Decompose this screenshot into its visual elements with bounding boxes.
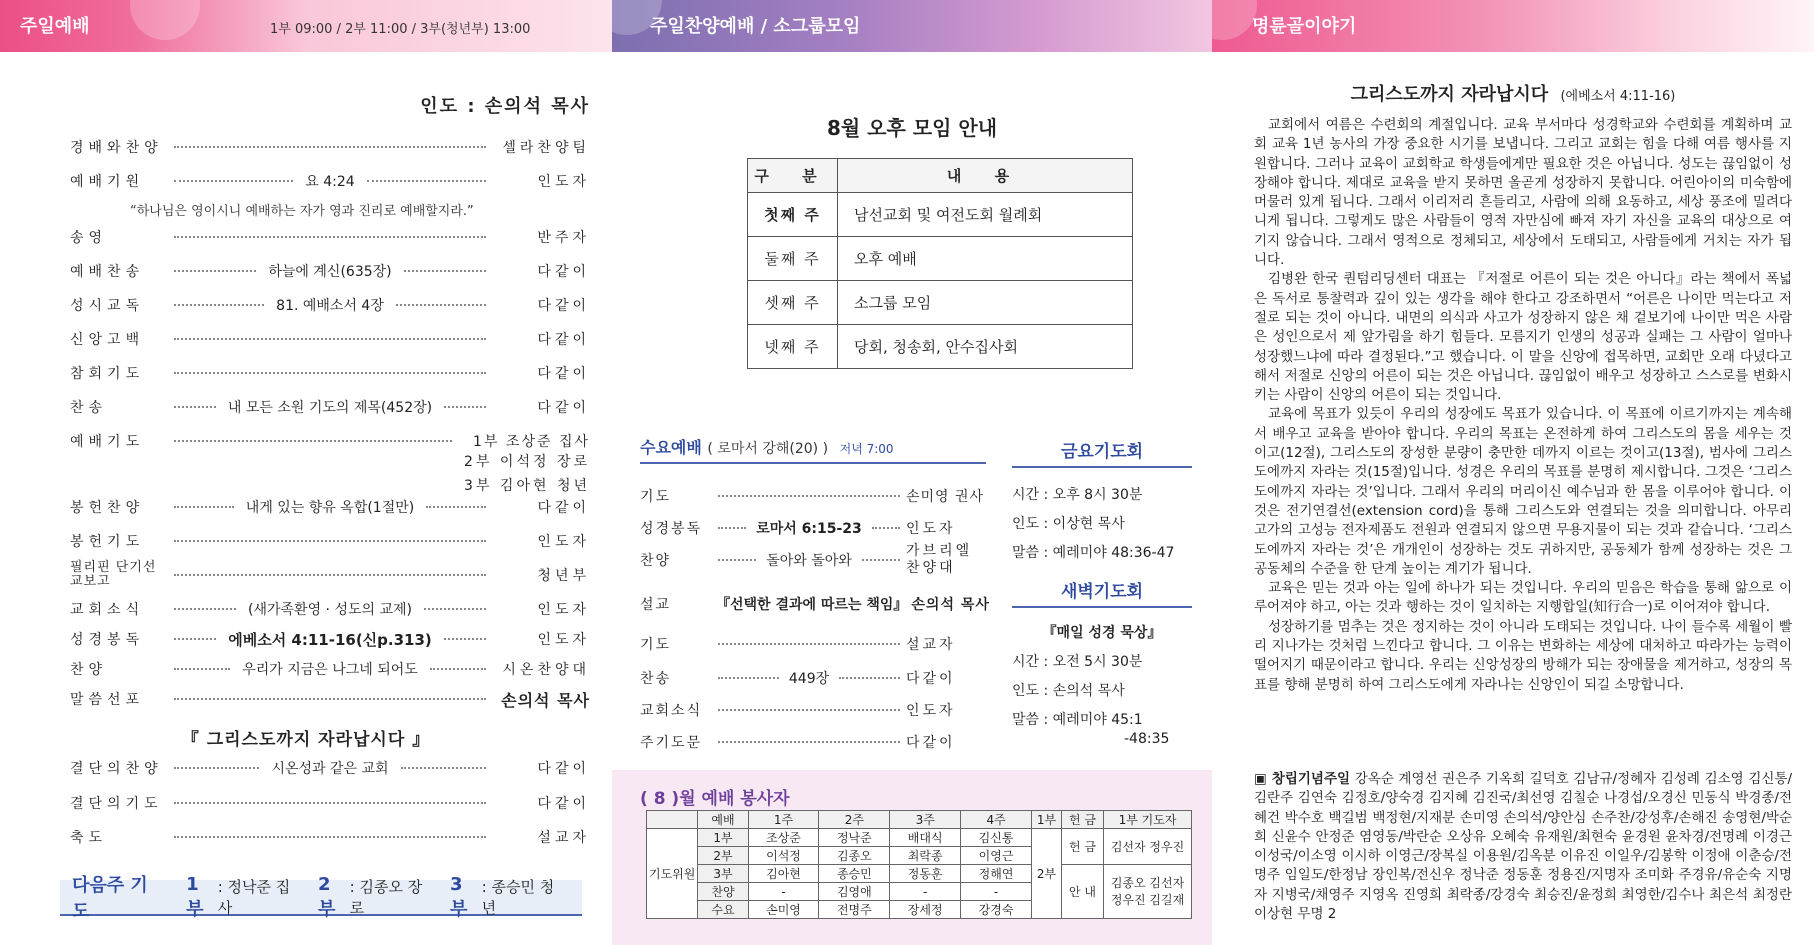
dot-leader: [718, 527, 746, 529]
vol-group-label: 기도위원: [647, 829, 698, 919]
meeting-row: [748, 325, 1133, 369]
story-column: [1212, 0, 1814, 945]
order-person: 인도자: [537, 534, 590, 550]
dot-leader: [404, 270, 486, 272]
wednesday-row: [640, 728, 986, 756]
flower-decoration-icon: [1212, 0, 1257, 40]
vol-cell: 수요: [698, 901, 748, 919]
next-1st-key: 1부: [186, 873, 204, 920]
order-row: [70, 596, 590, 622]
vol-head: 예배: [698, 811, 748, 829]
story-paragraph: 교육은 믿는 것과 아는 일에 하나가 되는 것입니다. 우리의 믿음은 학습을 통해 앎으로 이루어져야 하고, 아는 것과 행하는 것이 일치하는 지행합일(知行合一)로 이어져야 합니다.: [1254, 580, 1792, 616]
dot-leader: [174, 836, 486, 838]
dot-leader: [862, 559, 900, 561]
order-detail: (새가족환영 · 성도의 교제): [248, 602, 412, 618]
order-person: 셀라찬양팀: [502, 140, 590, 156]
wednesday-label: 기도: [640, 489, 672, 505]
dot-leader: [424, 608, 486, 610]
vol-cell: 3부: [698, 865, 748, 883]
dot-leader: [174, 270, 256, 272]
wednesday-row: [640, 482, 986, 510]
dot-leader: [718, 559, 756, 561]
wednesday-label: 기도: [640, 637, 672, 653]
next-2nd-key: 2부: [318, 873, 336, 920]
meeting-head-content: 내 용: [838, 159, 1133, 193]
vol-head: 2주: [819, 811, 890, 829]
story-section-title: 명륜골이야기: [1252, 16, 1357, 37]
vol-cell: 2부: [698, 847, 748, 865]
wednesday-person-line: 가브리엘: [906, 543, 973, 559]
vol-offering-names: 김선자 정우진: [1104, 829, 1192, 865]
vol-cell: 김신통: [961, 829, 1032, 847]
dot-leader: [174, 236, 486, 238]
wednesday-label: 찬송: [640, 671, 672, 687]
vol-cell: 장세정: [890, 901, 961, 919]
sunday-worship-column: [0, 0, 612, 945]
dot-leader: [174, 698, 486, 700]
order-label: 결단의찬양: [70, 761, 163, 777]
dot-leader: [718, 495, 900, 497]
vol-offering-label: 헌 금: [1062, 829, 1104, 865]
wednesday-label: 교회소식: [640, 703, 703, 719]
story-title: 그리스도까지 자라납시다: [1350, 84, 1549, 105]
wednesday-detail: 『선택한 결과에 따르는 책임』: [716, 597, 908, 613]
volunteers-row: [647, 829, 1192, 847]
order-person: 다같이: [537, 761, 590, 777]
friday-leader: 인도 : 이상현 목사: [1012, 516, 1125, 532]
order-person: 인도자: [537, 174, 591, 190]
meeting-table-head: [748, 159, 1133, 193]
evening-worship-title: 주일찬양예배 / 소그룹모임: [650, 16, 861, 37]
order-person: 설교자: [537, 830, 590, 846]
wednesday-person: 인도자: [906, 703, 956, 719]
vol-head: 4주: [961, 811, 1032, 829]
story-paragraph: 성장하기를 멈추는 것은 정지하는 것이 아니라 도태되는 것입니다. 나이 들수록 세월이 빨리 지나가는 것처럼 느낀다고 합니다. 그 이유는 변화하는 세상에 대처하고 따라가는 능력이 떨어지기 때문이라고 합니다. 우리는 신앙성장의 방해가 되는 장애물을 제거하고, 성장의 목표를 향해 분명히 하여 그리스도에게 자라나는 신앙인이 되길 소망합니다.: [1254, 618, 1792, 693]
order-row: [70, 134, 590, 160]
order-label: 봉헌찬양: [70, 500, 145, 516]
dawn-leader: 인도 : 손의석 목사: [1012, 683, 1125, 699]
order-row: [70, 168, 590, 194]
volunteers-head-row: [647, 811, 1192, 829]
vol-guide-label: 안 내: [1062, 865, 1104, 919]
vol-cell: 전명주: [819, 901, 890, 919]
order-label: 신앙고백: [70, 332, 145, 348]
story-paragraph: 김병완 한국 퀀텀리딩센터 대표는 『저절로 어른이 되는 것은 아니다』라는 책에서 폭넓은 독서로 통찰력과 깊이 있는 생각을 해야 한다고 강조하면서 “어른은 나이만 먹는다고 저절로 되는 것이 아니다. 내면의 의식과 사고가 성장하지 않은 채 겉보기에 나이만 먹은 사람은 성인으로서 제 앞가림을 하기 힘들다. 모름지기 인생의 성공과 실패는 그 사람이 얼마나 성장했느냐에 따라 결정된다.”고 했습니다. 이 말을 신앙에 접목하면, 교회만 오래 다녔다고 해서 저절로 신앙의 어른이 되는 것은 아닙니다. 끊임없이 배우고 성장하고 스스로를 변화시키는 사람이 신앙의 어른이 되는 것입니다.: [1254, 271, 1792, 404]
story-body: [1254, 116, 1792, 695]
order-label: 성경봉독: [70, 632, 145, 648]
order-person: 손의석 목사: [501, 690, 590, 710]
order-row: [70, 224, 590, 250]
volunteers-section: [612, 770, 1212, 945]
prayer-2nd-service: 2부 이석정 장로: [464, 454, 590, 470]
vol-head: 1주: [748, 811, 819, 829]
dot-leader: [174, 304, 264, 306]
meeting-content: 남선교회 및 여전도회 월례회: [838, 193, 1133, 237]
dot-leader: [872, 527, 900, 529]
vol-cell: -: [748, 883, 819, 901]
order-person: 1부 조상준 집사: [473, 434, 590, 450]
vol-guide-names: [1104, 865, 1192, 919]
meeting-week: 둘째 주: [748, 237, 838, 281]
meeting-content: 소그룹 모임: [838, 281, 1133, 325]
vol-cell: 배대식: [890, 829, 961, 847]
order-detail: 하늘에 계신(635장): [268, 264, 392, 280]
order-row: [70, 494, 590, 520]
wednesday-label: 성경봉독: [640, 521, 703, 537]
dot-leader: [174, 574, 486, 576]
meeting-content: 당회, 청송회, 안수집사회: [838, 325, 1133, 369]
order-detail: 81. 예배소서 4장: [276, 298, 384, 314]
dot-leader: [174, 180, 293, 182]
order-label: 성시교독: [70, 298, 145, 314]
dot-leader: [174, 372, 486, 374]
wednesday-row: [640, 590, 990, 618]
vol-cell: 손미영: [748, 901, 819, 919]
vol-cell: 조상준: [748, 829, 819, 847]
vol-cell: 정낙준: [819, 829, 890, 847]
order-detail: 에베소서 4:11-16(신p.313): [228, 630, 432, 649]
sunday-worship-header: [0, 0, 612, 52]
vol-side-num: 2부: [1032, 829, 1062, 919]
friday-word: 말씀 : 예레미야 48:36-47: [1012, 545, 1175, 561]
wednesday-person: 손미영 권사: [906, 489, 985, 505]
dot-leader: [718, 709, 900, 711]
vol-side-head1: 헌 금: [1062, 811, 1104, 829]
vol-cell: 김종오: [819, 847, 890, 865]
wednesday-row: [640, 543, 986, 576]
story-paragraph: 교회에서 여름은 수련회의 계절입니다. 교육 부서마다 성경학교와 수련회를 계획하며 교회 교육 1년 농사의 가장 중요한 시기를 보냅니다. 그리고 교회는 힘을 다해 여름 행사를 지원합니다. 그러나 교육이 교회학교 학생들에게만 필요한 것은 아닙니다. 성도는 끊임없이 성장해야 합니다. 제대로 교육을 받지 못하면 올곧게 성장하지 못합니다. 어린아이의 미숙함에 머물러 있게 됩니다. 그래서 이리저리 흔들리고, 사람에 의해 요동하고, 세상 풍조에 밀려다니게 됩니다. 그렇게도 많은 사람들이 영적 자만심에 빠져 자기 자신을 교육의 대상으로 여기지 않습니다. 그래서 영적으로 정체되고, 세상에서 도태되고, 사람들에게 거치는 자가 됩니다.: [1254, 117, 1792, 269]
next-3rd-key: 3부: [450, 873, 468, 920]
memorial-lead: ▣ 창립기념주일: [1254, 771, 1351, 787]
volunteers-table: [646, 810, 1192, 919]
wednesday-person: 다같이: [906, 671, 956, 687]
order-row: [70, 755, 590, 781]
order-person: 시온찬양대: [502, 662, 591, 678]
vol-cell: -: [890, 883, 961, 901]
vol-guide-names-2: 정우진 김길재: [1110, 892, 1185, 907]
meeting-table: [747, 158, 1133, 369]
vol-cell: 1부: [698, 829, 748, 847]
dawn-prayer-box: [1012, 577, 1192, 747]
dot-leader: [367, 180, 486, 182]
dawn-theme: 『매일 성경 묵상』: [1042, 625, 1162, 641]
dawn-title: 새벽기도회: [1012, 577, 1192, 608]
vol-cell: 정동훈: [890, 865, 961, 883]
vol-cell: 이영근: [961, 847, 1032, 865]
order-row: [70, 394, 590, 420]
vol-guide-names-1: 김종오 김선자: [1110, 875, 1185, 890]
vol-cell: 강경숙: [961, 901, 1032, 919]
order-label: 송영: [70, 230, 108, 246]
meeting-row: [748, 237, 1133, 281]
order-label: 축도: [70, 830, 108, 846]
order-row: [70, 528, 590, 554]
order-person: 인도자: [537, 632, 591, 648]
dot-leader: [718, 741, 900, 743]
wednesday-detail: 449장: [788, 671, 830, 687]
next-week-prayer-bar: [60, 873, 582, 922]
wednesday-title: 수요예배: [640, 438, 702, 457]
wednesday-label: 설교: [640, 597, 672, 613]
meeting-week: 넷째 주: [748, 325, 838, 369]
order-person: 반주자: [537, 230, 590, 246]
order-row: [70, 686, 590, 712]
dot-leader: [174, 146, 486, 148]
order-person: 다같이: [537, 796, 590, 812]
evening-worship-column: [612, 0, 1212, 945]
order-row: [70, 824, 590, 850]
vol-cell: 정해연: [961, 865, 1032, 883]
memorial-offering-list: [1254, 770, 1792, 924]
story-paragraph: 교육에 목표가 있듯이 우리의 성장에도 목표가 있습니다. 이 목표에 이르기까지는 계속해서 배우고 교육을 받아야 합니다. 우리의 목표는 온전하게 하여 그리스도의 몸을 세우는 것이고(12절), 그리스도의 장성한 분량이 충만한 데까지 이르는 것이고(13절), 범사에 그리스도에까지 자라는 것(15절)입니다. 성경은 우리의 목표를 분명히 제시합니다. 그것은 ‘그리스도에까지 자라는 것’입니다. 그래서 우리의 머리이신 예수님과 한 몸을 이루어야 합니다. 이것은 전기연결선(extension cord)을 통해 그리스도와 연결되는 것을 의미합니다. 아무리 고가의 고성능 전자제품도 전원과 연결되지 않으면 무용지물이 되는 것과 같습니다. ‘그리스도에까지 자라는 것’은 개개인이 성장하는 것도 귀하지만, 공동체가 함께 성장하는 것은 그 공동체의 수준을 한 단계 높이는 계기가 됩니다.: [1254, 406, 1792, 577]
order-person: 다같이: [537, 298, 591, 314]
order-detail: 시온성과 같은 교회: [271, 761, 389, 777]
evening-worship-header: [612, 0, 1212, 52]
wednesday-label: 찬양: [640, 553, 672, 569]
story-header: [1212, 0, 1814, 52]
dot-leader: [174, 440, 452, 442]
meeting-content: 오후 예배: [838, 237, 1133, 281]
order-label: 교회소식: [70, 602, 145, 618]
wednesday-row: [640, 664, 986, 692]
vol-cell: 찬양: [698, 883, 748, 901]
wednesday-person: 설교자: [906, 637, 956, 653]
dot-leader: [401, 767, 486, 769]
order-row: [70, 562, 590, 588]
order-label: 예배기원: [70, 174, 145, 190]
order-row: [70, 626, 590, 652]
wednesday-person: 손의석 목사: [911, 597, 990, 613]
order-label: 봉헌기도: [70, 534, 145, 550]
order-label: 예배기도: [70, 434, 145, 450]
order-detail: 요 4:24: [305, 174, 355, 190]
order-person: 다같이: [537, 332, 590, 348]
wednesday-detail: 돌아와 돌아와: [766, 553, 852, 569]
order-label: 예배찬송: [70, 264, 145, 280]
meeting-week: 첫째 주: [748, 193, 838, 237]
friday-time: 시간 : 오후 8시 30분: [1012, 487, 1143, 503]
vol-side-head2: 1부 기도자: [1104, 811, 1192, 829]
order-label: 필리핀 단기선교보고: [70, 560, 157, 589]
dot-leader: [444, 406, 486, 408]
order-row: [70, 292, 590, 318]
dot-leader: [174, 338, 486, 340]
vol-cell: 최락종: [890, 847, 961, 865]
wednesday-time: 저녁 7:00: [839, 442, 894, 456]
meeting-guide-title: 8월 오후 모임 안내: [826, 116, 998, 140]
flower-decoration-icon: [130, 0, 200, 40]
friday-title: 금요기도회: [1012, 437, 1192, 468]
worship-leader: 인도 : 손의석 목사: [420, 96, 590, 117]
order-label: 참회기도: [70, 366, 145, 382]
order-label: 찬양: [70, 662, 108, 678]
story-reference: (에베소서 4:11-16): [1560, 89, 1676, 104]
friday-prayer-box: [1012, 437, 1192, 562]
dot-leader: [718, 677, 779, 679]
next-3rd-name: : 종승민 청년: [481, 878, 555, 917]
dawn-word-end: -48:35: [1124, 731, 1170, 747]
dot-leader: [426, 506, 486, 508]
story-title-line: [1212, 80, 1814, 106]
order-row: [70, 258, 590, 284]
sunday-worship-title: 주일예배: [20, 16, 90, 37]
wednesday-row: [640, 630, 986, 658]
order-person: 다같이: [537, 400, 590, 416]
wednesday-label: 주기도문: [640, 735, 703, 751]
dot-leader: [174, 608, 236, 610]
dot-leader: [174, 506, 234, 508]
order-row: [70, 656, 590, 682]
order-person: 청년부: [537, 568, 590, 584]
next-week-label: 다음주 기도: [72, 875, 148, 922]
meeting-row: [748, 281, 1133, 325]
order-person: 인도자: [537, 602, 590, 618]
meeting-row: [748, 193, 1133, 237]
vol-head: 3주: [890, 811, 961, 829]
order-label: 말씀선포: [70, 692, 145, 708]
dot-leader: [174, 668, 230, 670]
meeting-week: 셋째 주: [748, 281, 838, 325]
wednesday-row: [640, 696, 986, 724]
wednesday-detail: 로마서 6:15-23: [756, 521, 862, 537]
order-detail: 내게 있는 향유 옥합(1절만): [245, 500, 415, 516]
order-row: [70, 326, 590, 352]
order-label: 찬송: [70, 400, 108, 416]
wednesday-person: [906, 543, 986, 577]
meeting-head-week: 구 분: [748, 159, 838, 193]
dawn-time: 시간 : 오전 5시 30분: [1012, 654, 1143, 670]
order-person: 다같이: [537, 500, 591, 516]
wednesday-row: [640, 514, 986, 542]
dot-leader: [718, 643, 900, 645]
vol-cell: -: [961, 883, 1032, 901]
dot-leader: [444, 638, 486, 640]
dot-leader: [174, 540, 486, 542]
dot-leader: [174, 406, 216, 408]
service-times: 1부 09:00 / 2부 11:00 / 3부(청년부) 13:00: [270, 22, 531, 37]
wednesday-scripture: ( 로마서 강해(20) ): [707, 441, 829, 457]
order-row: [70, 790, 590, 816]
dot-leader: [839, 677, 900, 679]
dot-leader: [430, 668, 486, 670]
volunteers-row: [647, 865, 1192, 883]
volunteers-title: ( 8 )월 예배 봉사자: [640, 789, 790, 809]
vol-cell: 종승민: [819, 865, 890, 883]
next-1st-name: : 정낙준 집사: [217, 878, 291, 917]
dot-leader: [174, 638, 216, 640]
order-person: 다같이: [537, 264, 590, 280]
order-detail: 우리가 지금은 나그네 되어도: [242, 662, 418, 678]
vol-cell: 이석정: [748, 847, 819, 865]
next-2nd-name: : 김종오 장로: [349, 878, 423, 917]
order-label: 결단의기도: [70, 796, 163, 812]
vol-side-label: 1부: [1032, 811, 1062, 829]
prayer-3rd-service: 3부 김아현 청년: [464, 478, 590, 494]
dawn-word: 말씀 : 예레미야 45:1: [1012, 712, 1143, 728]
dot-leader: [396, 304, 486, 306]
wednesday-person: 다같이: [906, 735, 956, 751]
dot-leader: [174, 802, 486, 804]
vol-blank-cell: [647, 811, 698, 829]
vol-cell: 김영애: [819, 883, 890, 901]
invocation-quote: “하나님은 영이시니 예배하는 자가 영과 진리로 예배할지라.”: [130, 204, 474, 219]
order-person: 다같이: [537, 366, 590, 382]
order-label: 경배와찬양: [70, 140, 163, 156]
order-detail: 내 모든 소원 기도의 제목(452장): [227, 400, 433, 416]
wednesday-worship-heading: [640, 435, 986, 464]
memorial-names: 강옥순 계영선 권은주 기옥희 길덕호 김남규/정혜자 김성례 김소영 김신통/김란주 김연숙 김정호/양숙경 김지혜 김진국/최선영 김칠순 나경섭/오경신 민동식 박경종/전혜건 박수호 백길범 백정현/지재분 손미영 손의석/양안심 손주찬/강성후/손해진 송영현/박순희 신윤수 안정준 염영동/박란순 오상유 오혜숙 유재원/최현숙 윤경원 윤차경/전명례 이경근 이성국/이소영 이시하 이영근/장복실 이용원/김옥분 이유진 이일우/김봉학 이정애 이춘승/전명주 임일도/한정남 장인복/전신우 정낙준 정동훈 정용진/지명자 조미화 주경유/유순숙 지명자 지병국/채영주 지영옥 진영희 최락종/강경숙 최승진/윤정희 최영한/김수나 최은석 최정란 이상현 무명 2: [1254, 771, 1793, 923]
vol-cell: 김아현: [748, 865, 819, 883]
order-row: [70, 360, 590, 386]
dot-leader: [174, 767, 259, 769]
sermon-title: 『 그리스도까지 자라납시다 』: [181, 730, 431, 750]
wednesday-person-line: 찬양대: [906, 560, 956, 576]
wednesday-person: 인도자: [906, 521, 956, 537]
